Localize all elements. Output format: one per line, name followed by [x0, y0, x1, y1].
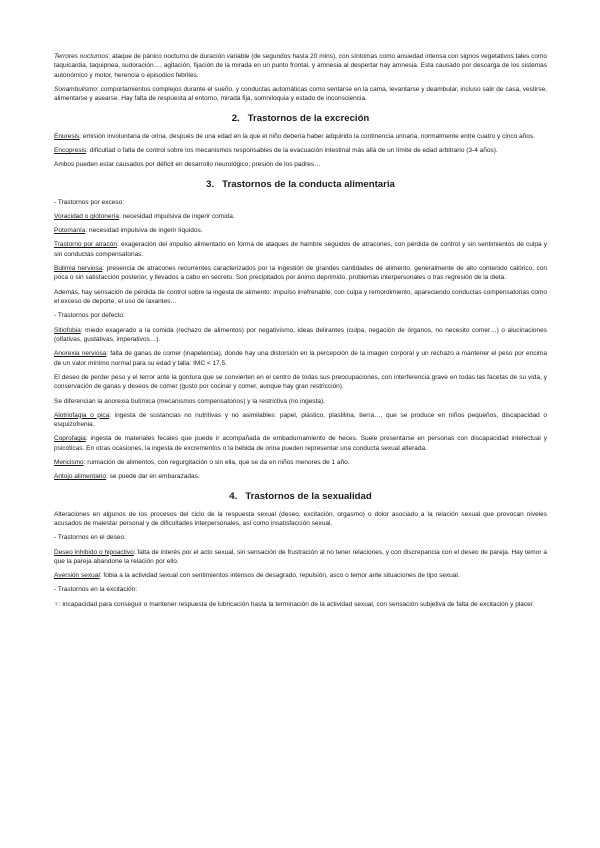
heading-excrecion: 2. Trastornos de la excreción [231, 112, 370, 124]
term-anorexia: Anorexia nerviosa [54, 350, 107, 358]
subheading-exceso: - Trastornos por exceso: [54, 198, 125, 206]
paragraph-aversion: Aversión sexual: fobia a la actividad sexual con sentimientos intensos de desagrado, repulsión, asco o temor ante situaciones de tipo sexual. [54, 572, 460, 580]
paragraph-ambos: Ambos pueden estar causados por déficit en desarrollo neurológico, presión de los padres… [54, 161, 321, 169]
female-symbol-icon: ♀ [54, 600, 59, 608]
paragraph-antojo: Antojo alimentario: se puede dar en embarazadas. [54, 473, 200, 481]
paragraph-sexualidad-intro: Alteraciones en algunos de los procesos del ciclo de la respuesta sexual (deseo, excitación, orgasmo) o dolor asociado a la relación sexual que provocan niveles acusados de malestar personal y de dificultades interpersonales, así como insatisfacción sexual. [54, 510, 547, 527]
term-deseo-inhibido: Deseo inhibido o hipoactivo [54, 548, 134, 556]
paragraph-encopresis: Encopresis: dificultad o falta de control sobre los mecanismos responsables de la evacuación intestinal más allá de un límite de edad arbitrario (3-4 años). [54, 147, 498, 155]
term-sonambulismo: Sonambulismo [54, 86, 97, 94]
term-atracon: Trastorno por atracón [54, 241, 117, 249]
term-enuresis: Enuresis [54, 132, 80, 140]
term-bulimia: Bulimia nerviosa [54, 265, 103, 273]
paragraph-deseo-inhibido: Deseo inhibido o hipoactivo: falta de interés por el acto sexual, sin sensación de frustración al no tener relaciones, y con discrepancia con el deseo de pareja. Hay temor a que la pareja abandone la relación por ello. [54, 548, 547, 565]
term-antojo: Antojo alimentario [54, 473, 107, 481]
term-potomania: Potomanía [54, 227, 86, 235]
term-voracidad: Voracidad o glotonería [54, 213, 120, 221]
paragraph-alotriofagia: Alotriofagia o pica: ingesta de sustancias no nutritivas y no asimilables: papel, plástico, plastilina, tierra…, que se produce en niños pequeños, discapacidad o esquizofrenia. [54, 411, 548, 429]
paragraph-diferencian: Se diferencian la anorexia bulímica (mecanismos compensatorios) y la restrictiva (no ingesta). [54, 397, 325, 405]
paragraph-atracon: Trastorno por atracón: exageración del impulso alimentario en forma de ataques de hambre seguidos de atracones, con pérdida de control y sin sentimientos de culpa y sin conductas compensatorias. [54, 241, 548, 258]
paragraph-sitiofobia: Sitiofobia: miedo exagerado a la comida (rechazo de alimentos) por negativismo, ideas delirantes (culpa, negación de órganos, no necesito comer…) o alucinaciones (olfativas, gustativas, imperativos…). [54, 326, 547, 344]
subheading-deseo: - Trastornos en el deseo: [54, 534, 126, 542]
term-terrores-nocturnos: Terrores nocturnos [54, 53, 109, 60]
paragraph-deseo-peso: El deseo de perder peso y el terror ante la gordura que se convierten en el centro de todas sus preocupaciones, con interferencia grave en todas las facetas de su vida, y conservación de ganas y deseos de comer (gusto por cocinar y comer, aunque hay gran restricción). [54, 373, 547, 391]
term-mericismo: Mericismo [54, 458, 84, 466]
term-alotriofagia: Alotriofagia o pica [54, 411, 110, 419]
paragraph-terrores-nocturnos: Terrores nocturnos: ataque de pánico nocturno de duración variable (de segundos hasta 20 mins), con síntomas como ansiedad intensa con signos vegetativos tales como taquicardia, taquipnea, sudoración…, agitación, fijación de la mirada en un punto frontal, y amnesia al despertar hay amnesia. Esta causado por descarga de los sistemas autonómico y motor, herencia o episodios febriles. [54, 53, 547, 79]
paragraph-excitacion-femenina: ♀: incapacidad para conseguir o mantener respuesta de lubricación hasta la terminación de la actividad sexual, con sensación subjetiva de falta de excitación y placer. [54, 600, 535, 608]
paragraph-sonambulismo: Sonambulismo: comportamientos complejos durante el sueño, y conductas automáticas como sentarse en la cama, levantarse y deambular, incluso salir de casa, vestirse, alimentarse y asearse. Hay falta de respuesta al entorno, mirada fija, somniloquia y estado de inconsciencia. [54, 86, 547, 103]
paragraph-anorexia: Anorexia nerviosa: falta de ganas de comer (inapetencia), donde hay una distorsión en la percepción de la imagen corporal y un rechazo a mantener el peso por encima de un valor mínimo normal para su edad y talla: IMC < 17,5. [54, 350, 547, 367]
term-sitiofobia: Sitiofobia [54, 326, 81, 334]
term-encopresis: Encopresis [54, 147, 87, 155]
paragraph-ademas: Además, hay sensación de pérdida de control sobre la ingesta de alimento: impulso irrefrenable, con culpa y remordimiento, apareciendo conductas compensatorias como el exceso de deporte, el uso de laxantes… [54, 288, 547, 306]
term-coprofagia: Coprofagia [54, 435, 86, 443]
subheading-defecto: - Trastornos por defecto: [54, 312, 125, 320]
paragraph-potomania: Potomanía: necesidad impulsiva de ingerir líquidos. [54, 227, 203, 235]
heading-conducta-alimentaria: 3. Trastornos de la conducta alimentaria [206, 178, 395, 190]
paragraph-bulimia: Bulimia nerviosa: presencia de atracones recurrentes caracterizados por la ingestión de grandes cantidades de alimento, generalmente de alto contenido calórico, con poca o sin satisfacción posterior, y llevados a cabo en secreto. Son precipitados por ánimo deprimido, problemas interpersonales o tras regresión de la dieta. [54, 265, 548, 282]
paragraph-mericismo: Mericismo: rumiación de alimentos, con regurgitación o sin ella, que se da en niños menores de 1 año. [54, 458, 350, 466]
heading-sexualidad: 4. Trastornos de la sexualidad [229, 490, 372, 502]
paragraph-enuresis: Enuresis: emisión involuntaria de orina, después de una edad en la que el niño debería haber adquirido la continencia urinaria, normalmente entre cuatro y cinco años. [54, 132, 535, 140]
paragraph-voracidad: Voracidad o glotonería: necesidad impulsiva de ingerir comida. [54, 213, 235, 221]
paragraph-coprofagia: Coprofagia: ingesta de materiales fecales que puede ir acompañada de embadurnamiento de heces. Suele presentarse en personas con discapacidad intelectual y psicóticas. En otras ocasiones, la ingesta de excrementos o la bebida de orina pueden representar una conducta sexual alterada. [54, 435, 547, 452]
term-aversion: Aversión sexual [54, 572, 100, 580]
subheading-excitacion: - Trastornos en la excitación: [54, 586, 138, 594]
